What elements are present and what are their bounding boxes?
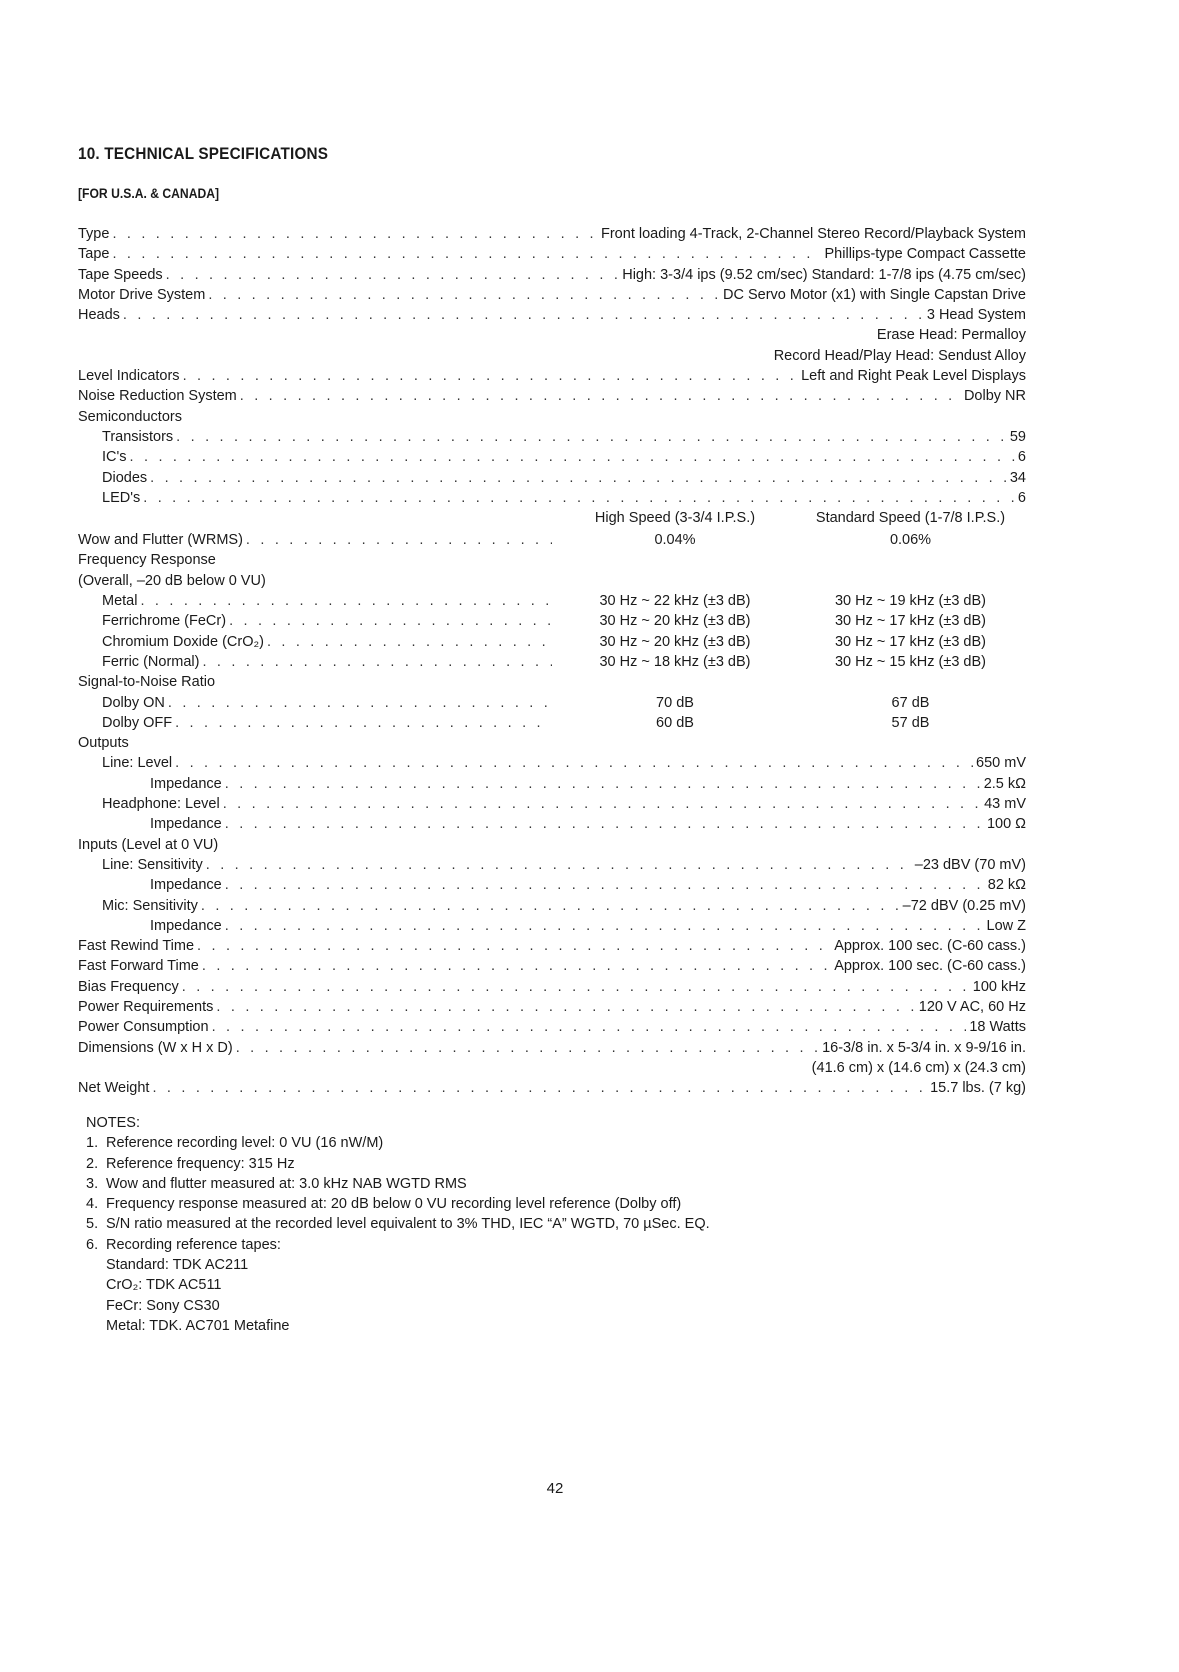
note-text: Recording reference tapes: (106, 1236, 281, 1253)
dot-leader (223, 794, 981, 814)
spec-value: 120 V AC, 60 Hz (918, 998, 1026, 1015)
spec-label: Wow and Flutter (WRMS) (78, 532, 243, 549)
high-speed-value: 70 dB (656, 694, 694, 711)
reference-tape: FeCr: Sony CS30 (106, 1297, 220, 1314)
dot-leader (112, 244, 821, 264)
spec-value: Front loading 4-Track, 2-Channel Stereo Record/Playback System (601, 226, 1026, 242)
spec-row (78, 571, 1026, 591)
spec-group-heading: (Overall, –20 dB below 0 VU) (78, 572, 266, 589)
note-item (86, 1235, 710, 1255)
note-text: Frequency response measured at: 20 dB below 0 VU recording level reference (Dolby off) (106, 1196, 682, 1213)
dot-leader (229, 611, 552, 631)
spec-row (78, 916, 1026, 936)
dot-leader (206, 855, 912, 875)
region-subtitle: [FOR U.S.A. & CANADA] (78, 186, 220, 201)
spec-row (78, 611, 1026, 631)
spec-value: 3 Head System (926, 307, 1026, 324)
note-text: Wow and flutter measured at: 3.0 kHz NAB WGTD RMS (106, 1175, 467, 1192)
specifications-list (78, 224, 1026, 1098)
dot-leader (240, 386, 961, 406)
spec-row (78, 814, 1026, 834)
spec-row (78, 835, 1026, 855)
high-speed-value: 30 Hz ~ 20 kHz (±3 dB) (599, 613, 751, 630)
spec-row (78, 285, 1026, 305)
spec-value: 2.5 kΩ (983, 775, 1026, 792)
spec-row (78, 1017, 1026, 1037)
spec-row (78, 672, 1026, 692)
spec-label-group (78, 693, 555, 713)
spec-row (78, 855, 1026, 875)
spec-value: 15.7 lbs. (7 kg) (930, 1080, 1026, 1097)
spec-row (78, 632, 1026, 652)
spec-label: Line: Sensitivity (102, 856, 203, 873)
spec-value: 82 kΩ (987, 877, 1026, 894)
spec-label: Level Indicators (78, 368, 180, 385)
note-item (86, 1154, 710, 1174)
spec-value: 6 (1017, 449, 1026, 466)
note-text: Reference frequency: 315 Hz (106, 1155, 295, 1172)
note-text: Reference recording level: 0 VU (16 nW/M) (106, 1135, 384, 1152)
spec-label-group (78, 652, 555, 672)
reference-tape: CrO₂: TDK AC511 (106, 1277, 222, 1294)
dot-leader (175, 753, 973, 773)
spec-label: Bias Frequency (78, 978, 179, 995)
spec-row (78, 508, 1026, 530)
spec-value: Phillips-type Compact Cassette (824, 246, 1026, 263)
spec-row (78, 794, 1026, 814)
dot-leader (225, 774, 981, 794)
spec-row (78, 977, 1026, 997)
dot-leader (176, 427, 1007, 447)
spec-value: Left and Right Peak Level Displays (801, 368, 1026, 385)
standard-speed-value: 30 Hz ~ 17 kHz (±3 dB) (834, 633, 986, 650)
spec-row (78, 447, 1026, 467)
dot-leader (216, 997, 915, 1017)
spec-value: Record Head/Play Head: Sendust Alloy (773, 347, 1026, 364)
spec-label: Dolby ON (102, 694, 165, 711)
spec-value: 34 (1009, 469, 1026, 486)
spec-row (78, 325, 1026, 345)
dot-leader (175, 713, 552, 733)
note-number: 2. (86, 1155, 99, 1172)
dot-leader (202, 956, 831, 976)
spec-label: IC's (102, 449, 127, 466)
high-speed-value: 0.04% (654, 532, 696, 549)
dot-leader (152, 1078, 927, 1098)
spec-row (78, 550, 1026, 570)
spec-label: Dimensions (W x H x D) (78, 1039, 233, 1056)
reference-tape: Standard: TDK AC211 (106, 1257, 249, 1274)
spec-group-heading: Signal-to-Noise Ratio (78, 674, 216, 691)
spec-value: 43 mV (984, 796, 1026, 813)
spec-row (78, 407, 1026, 427)
spec-row (78, 224, 1026, 244)
standard-speed-value: 0.06% (889, 532, 932, 549)
spec-row (78, 366, 1026, 386)
spec-value: 6 (1017, 489, 1026, 506)
note-item (86, 1174, 710, 1194)
standard-speed-value: 30 Hz ~ 15 kHz (±3 dB) (834, 653, 986, 670)
spec-value: Approx. 100 sec. (C-60 cass.) (834, 938, 1026, 955)
spec-row (78, 652, 1026, 672)
spec-row (78, 713, 1026, 733)
spec-row (78, 1078, 1026, 1098)
high-speed-value: 30 Hz ~ 22 kHz (±3 dB) (599, 593, 751, 610)
dot-leader (267, 632, 552, 652)
note-number: 1. (86, 1135, 99, 1152)
spec-value: 16-3/8 in. x 5-3/4 in. x 9-9/16 in. (822, 1039, 1026, 1056)
dot-leader (182, 977, 970, 997)
spec-label-group (78, 632, 555, 652)
spec-value: 18 Watts (969, 1019, 1026, 1036)
dot-leader (201, 896, 900, 916)
dot-leader (197, 936, 831, 956)
note-text: S/N ratio measured at the recorded level equivalent to 3% THD, IEC “A” WGTD, 70 µSec. EQ. (106, 1216, 710, 1233)
dot-leader (112, 224, 598, 244)
dot-leader (212, 1017, 967, 1037)
spec-row (78, 875, 1026, 895)
spec-label: Line: Level (102, 755, 173, 772)
dot-leader (202, 652, 552, 672)
spec-value: High: 3-3/4 ips (9.52 cm/sec) Standard: 1-7/8 ips (4.75 cm/sec) (622, 266, 1026, 283)
note-number: 4. (86, 1196, 99, 1213)
spec-value: (41.6 cm) x (14.6 cm) x (24.3 cm) (811, 1059, 1026, 1076)
spec-row (78, 305, 1026, 325)
reference-tape: Metal: TDK. AC701 Metafine (106, 1317, 290, 1334)
spec-value: 59 (1009, 428, 1026, 445)
spec-label: Impedance (150, 917, 222, 934)
spec-row (78, 1058, 1026, 1078)
spec-row (78, 753, 1026, 773)
dot-leader (246, 530, 552, 550)
spec-label: Motor Drive System (78, 286, 206, 303)
spec-row (78, 1038, 1026, 1058)
spec-row (78, 693, 1026, 713)
standard-speed-value: 57 dB (891, 714, 930, 731)
spec-row (78, 591, 1026, 611)
column-header-standard-speed: Standard Speed (1-7/8 I.P.S.) (815, 510, 1006, 527)
spec-row (78, 774, 1026, 794)
spec-label: Net Weight (78, 1080, 150, 1097)
page-number: 42 (546, 1480, 564, 1497)
dot-leader (150, 468, 1007, 488)
dot-leader (225, 916, 984, 936)
spec-row (78, 936, 1026, 956)
notes-heading: NOTES: (86, 1115, 140, 1131)
dot-leader (225, 875, 985, 895)
spec-value: 650 mV (976, 755, 1026, 772)
spec-label: Chromium Doxide (CrO₂) (102, 633, 264, 650)
spec-label: Dolby OFF (102, 714, 173, 731)
standard-speed-value: 30 Hz ~ 19 kHz (±3 dB) (834, 593, 986, 610)
high-speed-value: 30 Hz ~ 20 kHz (±3 dB) (599, 633, 751, 650)
dot-leader (236, 1038, 819, 1058)
spec-row (78, 733, 1026, 753)
dot-leader (166, 265, 620, 285)
spec-label: Type (78, 226, 110, 242)
spec-value: 100 Ω (986, 816, 1026, 833)
dot-leader (168, 693, 552, 713)
spec-label: Transistors (102, 428, 174, 445)
spec-label: Tape (78, 246, 110, 263)
high-speed-value: 30 Hz ~ 18 kHz (±3 dB) (599, 653, 751, 670)
spec-label: Noise Reduction System (78, 388, 237, 405)
spec-group-heading: Outputs (78, 735, 129, 752)
spec-value: Dolby NR (963, 388, 1026, 405)
spec-value: DC Servo Motor (x1) with Single Capstan Drive (723, 286, 1026, 303)
dot-leader (225, 814, 984, 834)
spec-label: LED's (102, 489, 141, 506)
spec-label: Power Requirements (78, 998, 214, 1015)
spec-value: –72 dBV (0.25 mV) (902, 897, 1026, 914)
spec-label: Metal (102, 593, 138, 610)
note-item (86, 1194, 710, 1214)
spec-row (78, 346, 1026, 366)
note-number: 6. (86, 1236, 99, 1253)
notes-section (86, 1113, 710, 1336)
standard-speed-value: 30 Hz ~ 17 kHz (±3 dB) (834, 613, 986, 630)
note-number: 5. (86, 1216, 99, 1233)
spec-row (78, 427, 1026, 447)
spec-row (78, 956, 1026, 976)
spec-row (78, 997, 1026, 1017)
column-header-high-speed: High Speed (3-3/4 I.P.S.) (594, 510, 756, 527)
spec-group-heading: Inputs (Level at 0 VU) (78, 836, 219, 853)
spec-label: Impedance (150, 877, 222, 894)
standard-speed-value: 67 dB (891, 694, 930, 711)
spec-label: Headphone: Level (102, 796, 220, 813)
spec-group-heading: Frequency Response (78, 552, 216, 569)
spec-label: Impedance (150, 816, 222, 833)
high-speed-value: 60 dB (656, 714, 694, 731)
spec-label: Power Consumption (78, 1019, 209, 1036)
spec-group-heading: Semiconductors (78, 408, 182, 425)
dot-leader (140, 591, 552, 611)
dot-leader (143, 488, 1015, 508)
spec-label: Ferrichrome (FeCr) (102, 613, 227, 630)
spec-label: Ferric (Normal) (102, 653, 200, 670)
spec-label: Tape Speeds (78, 266, 163, 283)
note-item (86, 1133, 710, 1153)
dot-leader (183, 366, 799, 386)
spec-value: –23 dBV (70 mV) (914, 856, 1026, 873)
spec-value: Approx. 100 sec. (C-60 cass.) (834, 958, 1026, 975)
note-item (86, 1214, 710, 1234)
spec-label: Diodes (102, 469, 148, 486)
spec-label-group (78, 713, 555, 733)
spec-label: Fast Forward Time (78, 958, 199, 975)
spec-row (78, 386, 1026, 406)
spec-label-group (78, 611, 555, 631)
section-title: 10. TECHNICAL SPECIFICATIONS (78, 144, 329, 163)
spec-value: Erase Head: Permalloy (876, 327, 1026, 344)
spec-label: Impedance (150, 775, 222, 792)
dot-leader (130, 447, 1015, 467)
spec-row (78, 530, 1026, 550)
spec-value: 100 kHz (972, 978, 1026, 995)
spec-label-group (78, 530, 555, 550)
spec-row (78, 896, 1026, 916)
spec-row (78, 244, 1026, 264)
spec-row (78, 265, 1026, 285)
spec-label: Mic: Sensitivity (102, 897, 198, 914)
spec-value: Low Z (986, 917, 1026, 934)
spec-label: Heads (78, 307, 120, 324)
dot-leader (123, 305, 924, 325)
spec-row (78, 488, 1026, 508)
note-number: 3. (86, 1175, 99, 1192)
spec-label-group (78, 591, 555, 611)
spec-label: Fast Rewind Time (78, 938, 195, 955)
dot-leader (208, 285, 720, 305)
spec-row (78, 468, 1026, 488)
